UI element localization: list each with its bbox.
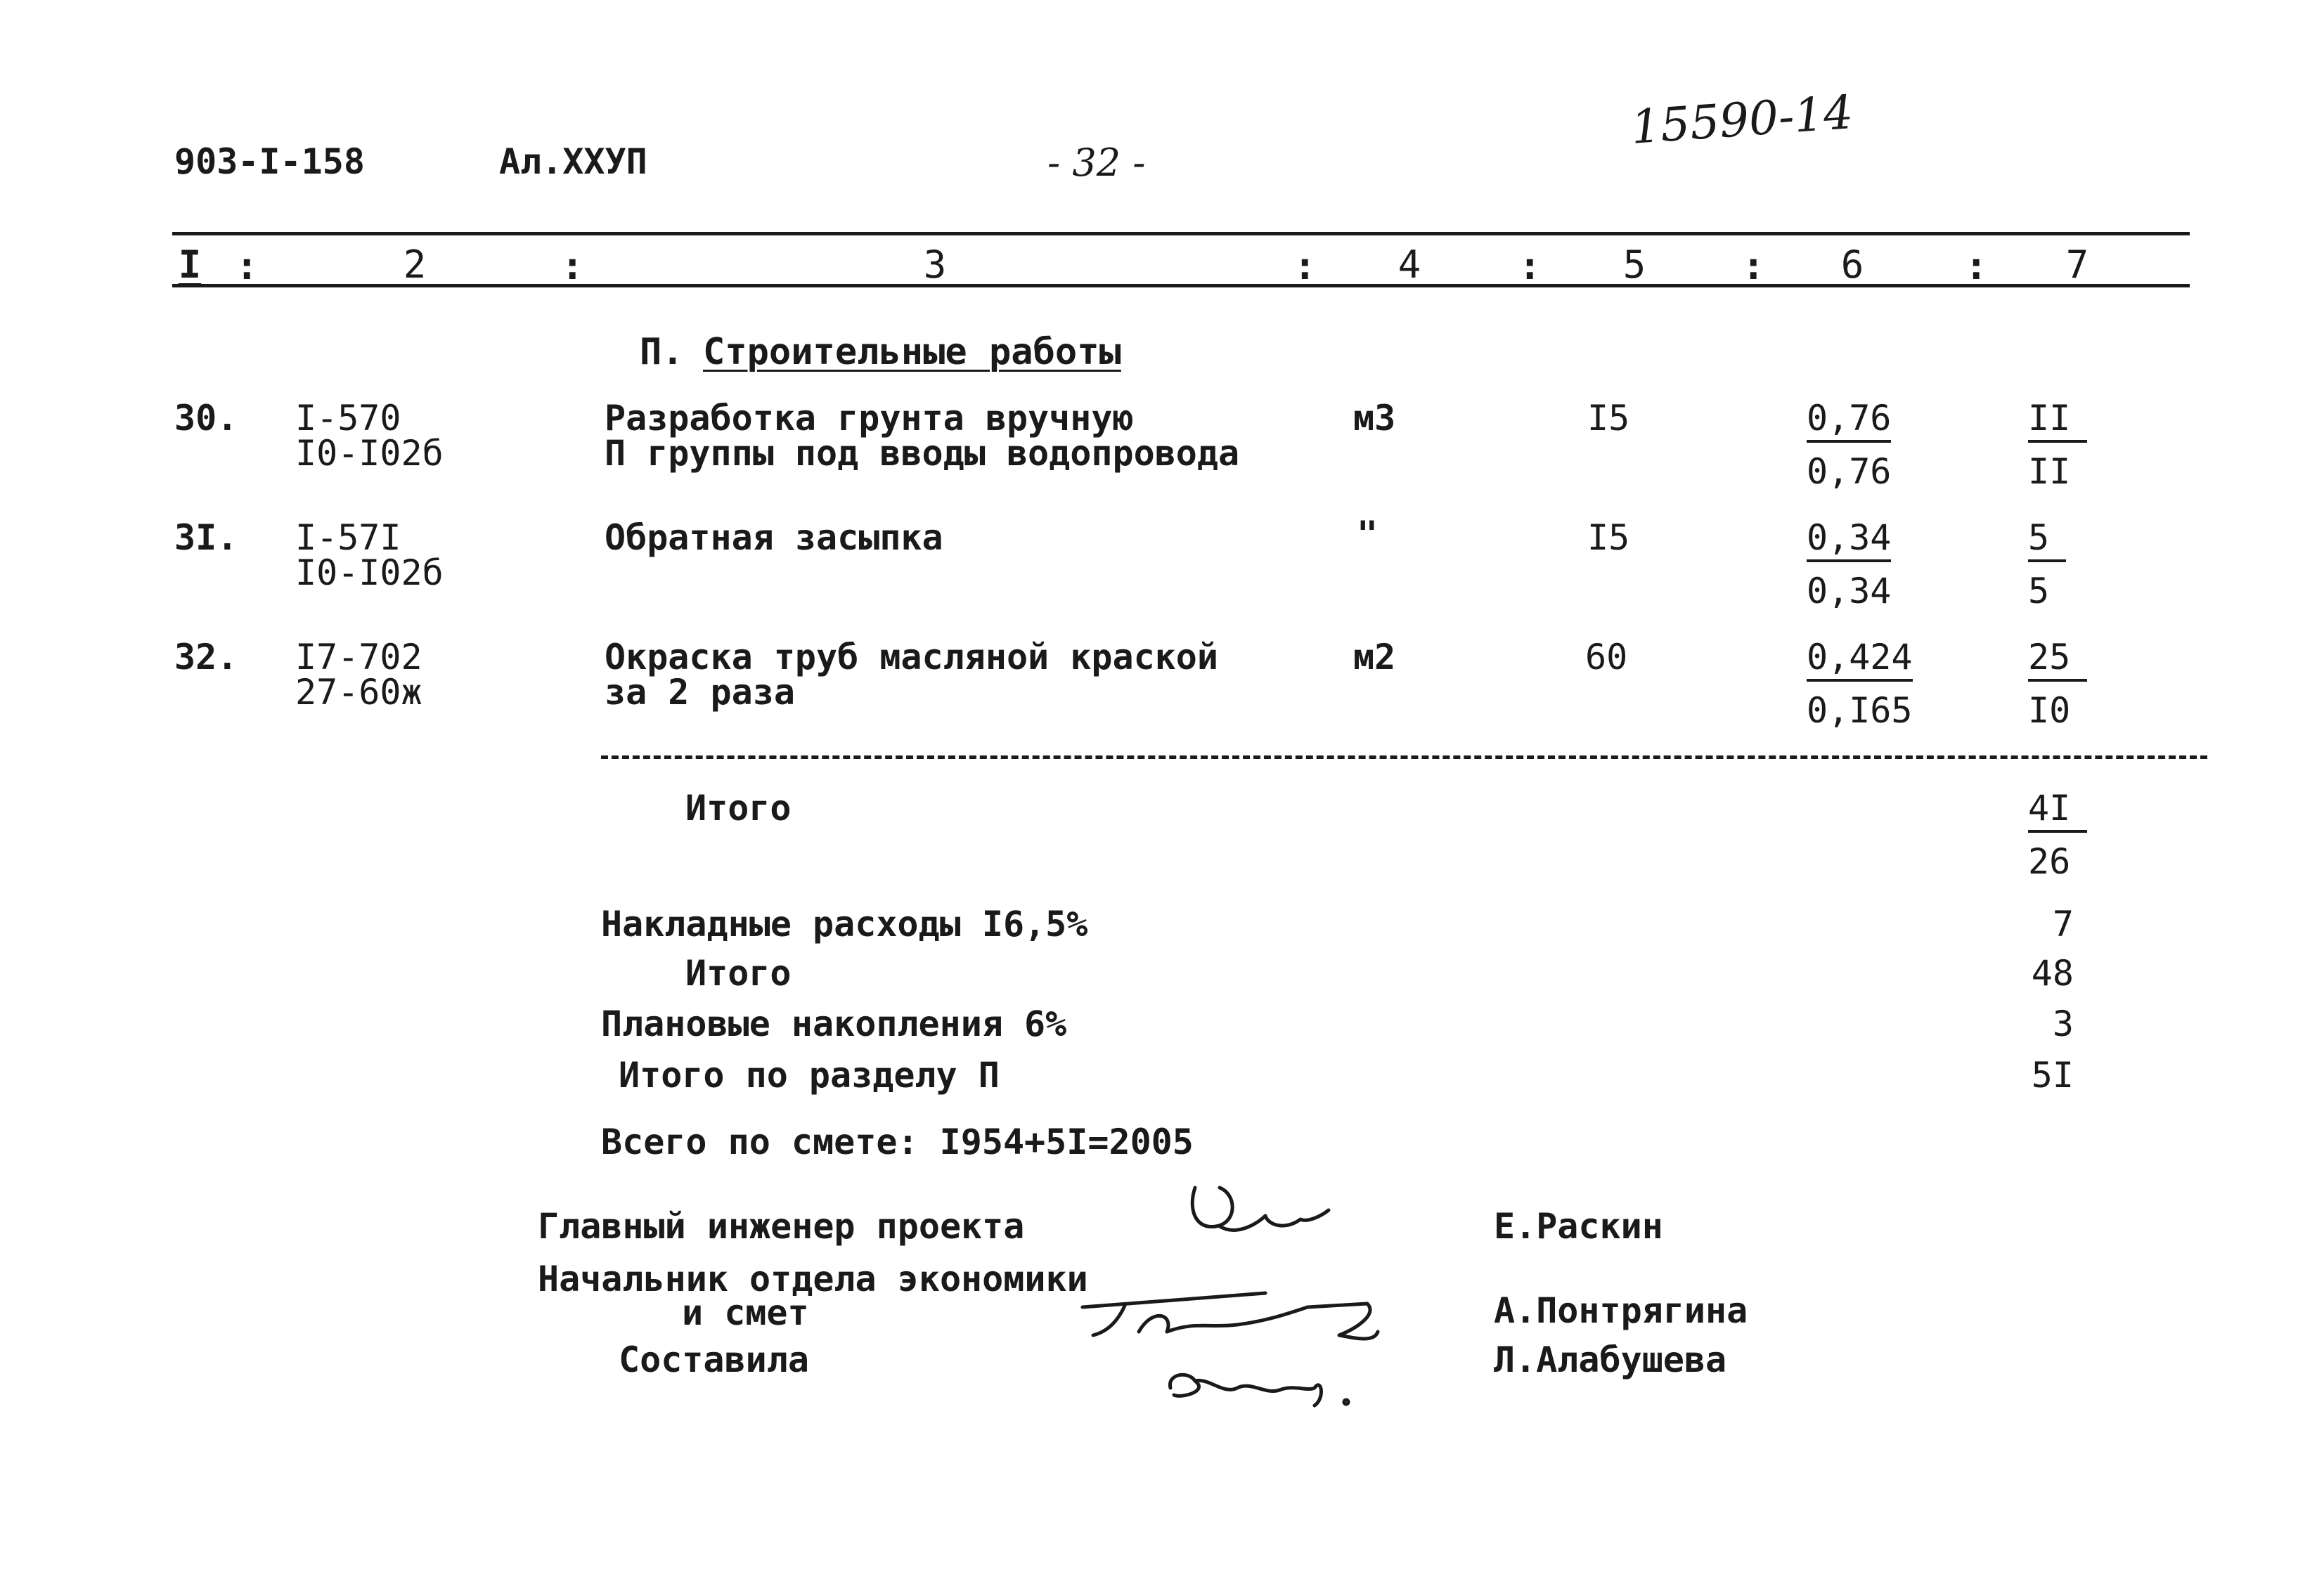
row-unit: " <box>1357 514 1379 554</box>
signature-role-head-of-department-cont: и смет <box>682 1292 809 1333</box>
row-price-top: 0,34 <box>1807 520 1891 562</box>
row-unit: м3 <box>1353 398 1396 439</box>
row-code-secondary: 27-60ж <box>295 672 422 713</box>
document-code: 903-I-158 <box>174 141 365 182</box>
row-cost-bottom: 5 <box>2028 571 2050 611</box>
row-price-top: 0,424 <box>1807 640 1913 682</box>
signature-role-head-of-department: Начальник отдела экономики <box>538 1259 1088 1299</box>
row-number: 3I. <box>174 517 238 558</box>
row-quantity: I5 <box>1587 398 1630 439</box>
planned-savings-value: 3 <box>2052 1004 2074 1044</box>
row-code-secondary: I0-I02б <box>295 433 444 474</box>
signature-role-compiler: Составила <box>619 1339 809 1380</box>
row-number: 32. <box>174 637 238 677</box>
subtotal2-label: Итого <box>685 953 792 994</box>
subtotal-top: 4I <box>2028 791 2087 833</box>
column-separator: : <box>1293 244 1317 288</box>
column-number-2: 2 <box>403 242 427 287</box>
section-total-label: Итого по разделу П <box>619 1055 1000 1096</box>
row-code-primary: I-57I <box>295 517 401 558</box>
page-number: - 32 - <box>1047 141 1146 185</box>
row-quantity: I5 <box>1587 517 1630 558</box>
column-number-1: I <box>178 242 202 287</box>
signature-name-head-of-department: А.Понтрягина <box>1494 1290 1748 1331</box>
row-price-bottom: 0,34 <box>1807 571 1892 611</box>
row-cost-top: II <box>2028 401 2087 443</box>
column-number-5: 5 <box>1622 242 1646 287</box>
album-number: Ал.XXУП <box>499 141 647 182</box>
column-separator: : <box>235 244 259 288</box>
row-description: Окраска труб масляной краской <box>605 637 1218 677</box>
row-description-cont: за 2 раза <box>605 672 795 713</box>
row-price-top: 0,76 <box>1807 401 1891 443</box>
column-number-6: 6 <box>1840 242 1864 287</box>
row-description: Разработка грунта вручную <box>605 398 1134 439</box>
column-separator: : <box>1518 244 1542 288</box>
row-code-secondary: I0-I02б <box>295 552 444 593</box>
subtotal-bottom: 26 <box>2028 841 2071 882</box>
row-cost-top: 25 <box>2028 640 2087 682</box>
grand-total: Всего по смете: I954+5I=2005 <box>601 1122 1194 1162</box>
signature-role-chief-engineer: Главный инженер проекта <box>538 1206 1025 1247</box>
row-price-bottom: 0,I65 <box>1807 690 1913 731</box>
signature-chief-engineer <box>1192 1188 1329 1230</box>
signature-compiler <box>1170 1375 1321 1406</box>
signature-name-chief-engineer: Е.Раскин <box>1494 1206 1663 1247</box>
row-price-bottom: 0,76 <box>1807 451 1892 492</box>
subtotal-label: Итого <box>685 788 792 829</box>
column-separator: : <box>1965 244 1988 288</box>
row-description-cont: П группы под вводы водопровода <box>605 433 1240 474</box>
row-description: Обратная засыпка <box>605 517 943 558</box>
row-unit: м2 <box>1353 637 1396 677</box>
column-number-3: 3 <box>923 242 947 287</box>
overhead-label: Накладные расходы I6,5% <box>601 904 1088 945</box>
subtotal2-value: 48 <box>2031 953 2074 994</box>
row-cost-top: 5 <box>2028 520 2066 562</box>
row-cost-bottom: II <box>2028 451 2071 492</box>
row-code-primary: I7-702 <box>295 637 422 677</box>
column-number-7: 7 <box>2065 242 2089 287</box>
stamp-number: 15590-14 <box>1629 85 1855 155</box>
row-cost-bottom: I0 <box>2028 690 2071 731</box>
column-number-4: 4 <box>1397 242 1421 287</box>
section-title: Строительные работы <box>703 331 1121 373</box>
column-separator: : <box>561 244 584 288</box>
section-total-value: 5I <box>2031 1055 2074 1096</box>
row-number: 30. <box>174 398 238 439</box>
planned-savings-label: Плановые накопления 6% <box>601 1004 1067 1044</box>
signature-head-of-department <box>1083 1293 1378 1339</box>
overhead-value: 7 <box>2052 904 2074 945</box>
row-quantity: 60 <box>1585 637 1628 677</box>
section-title-prefix: П. <box>640 331 684 373</box>
row-code-primary: I-570 <box>295 398 401 439</box>
signature-name-compiler: Л.Алабушева <box>1494 1339 1727 1380</box>
column-separator: : <box>1742 244 1765 288</box>
